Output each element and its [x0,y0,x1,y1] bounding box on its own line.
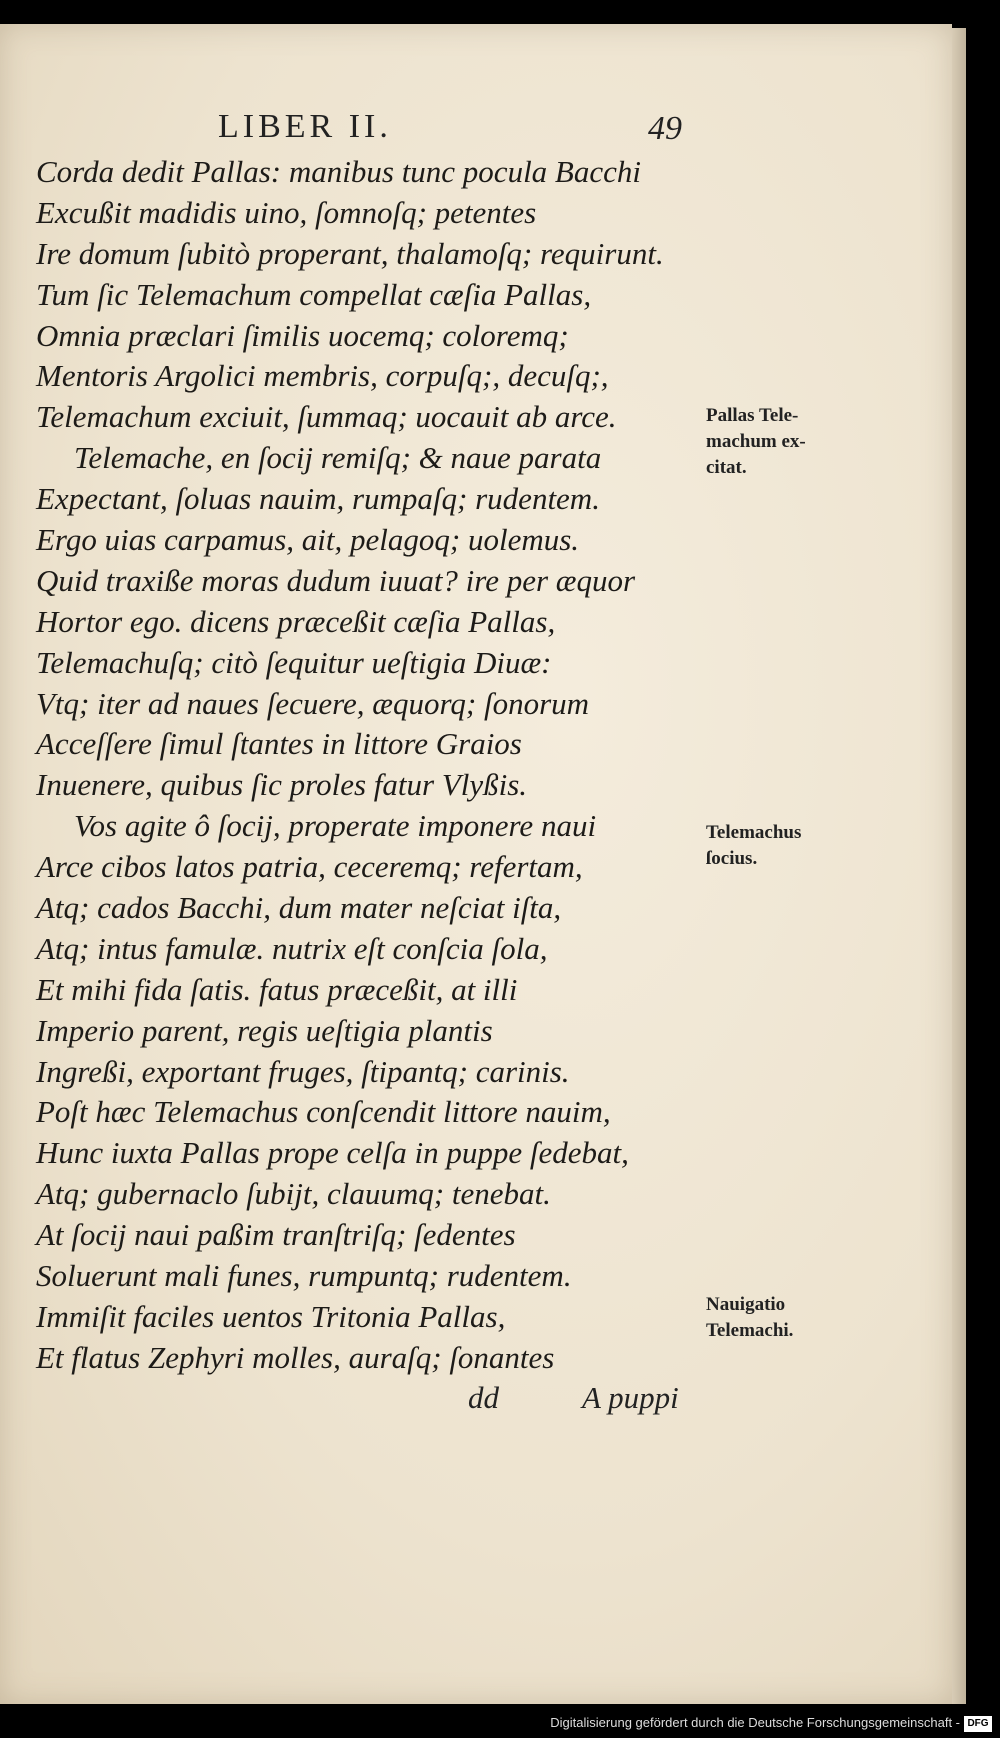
dfg-logo: DFG [964,1716,992,1732]
verse-line: At ſocij naui paßim tranſtriſq; ſedentes [36,1217,516,1253]
verse-line: Vos agite ô ſocij, properate imponere naui [74,808,597,844]
verse-line: Atq; gubernaclo ſubijt, clauumq; tenebat. [36,1176,551,1212]
catchword: A puppi [582,1380,679,1415]
page-number: 49 [648,110,682,147]
verse-line: Expectant, ſoluas nauim, rumpaſq; rudentem. [36,481,600,517]
verse-line: Tum ſic Telemachum compellat cæſia Pallas, [36,276,592,312]
verse-line: Arce cibos latos patria, ceceremq; refertam, [36,849,583,885]
verse-line: Hortor ego. dicens præceßit cæſia Pallas, [36,603,556,639]
verse-line: Et mihi fida ſatis. fatus præceßit, at illi [36,971,518,1007]
verse-line: Telemachuſq; citò ſequitur ueſtigia Diuæ: [36,644,552,680]
verse-line: Telemache, en ſocij remiſq; & naue parata [74,440,602,476]
verse-line: Hunc iuxta Pallas prope celſa in puppe ſedebat, [36,1135,629,1171]
signature-mark: dd [468,1380,499,1415]
verse-block [36,152,664,1379]
verse-line: Ingreßi, exportant fruges, ſtipantq; carinis. [36,1053,570,1089]
verse-line: Immiſit faciles uentos Tritonia Pallas, [36,1298,506,1334]
digitization-credit: Digitalisierung gefördert durch die Deutsche Forschungsgemeinschaft - [550,1715,960,1730]
verse-line: Atq; cados Bacchi, dum mater neſciat iſta, [36,890,562,926]
verse-line: Telemachum exciuit, ſummaq; uocauit ab arce. [36,399,617,435]
page-edge [952,28,966,1704]
marginal-note: Pallas Tele- machum ex- citat. [706,405,806,478]
running-header: LIBER II. [218,108,392,145]
verse-line: Vtq; iter ad naues ſecuere, æquorq; ſonorum [36,685,590,721]
verse-line: Et flatus Zephyri molles, auraſq; ſonantes [36,1339,555,1375]
marginal-note: Telemachus ſocius. [706,822,802,869]
verse-line: Corda dedit Pallas: manibus tunc pocula Bacchi [36,154,641,189]
verse-line: Inuenere, quibus ſic proles fatur Vlyßis. [36,767,528,803]
verse-line: Quid traxiße moras dudum iuuat? ire per æquor [36,562,636,598]
verse-line: Atq; intus famulæ. nutrix eſt conſcia ſola, [36,930,548,966]
credit-bar [0,1708,1000,1738]
verse-line: Ergo uias carpamus, ait, pelagoq; uolemus. [36,522,580,558]
verse-line: Soluerunt mali funes, rumpuntq; rudentem. [36,1258,572,1294]
verse-line: Excußit madidis uino, ſomnoſq; petentes [36,194,537,230]
verse-line: Mentoris Argolici membris, corpuſq;, decuſq;, [36,358,609,394]
verse-line: Poſt hæc Telemachus conſcendit littore nauim, [36,1094,611,1130]
verse-line: Ire domum ſubitò properant, thalamoſq; requirunt. [36,235,664,271]
verse-line: Omnia præclari ſimilis uocemq; coloremq; [36,317,569,353]
verse-line: Imperio parent, regis ueſtigia plantis [36,1012,493,1048]
verse-line: Acceſſere ſimul ſtantes in littore Graios [36,726,522,762]
marginal-note: Nauigatio Telemachi. [706,1294,794,1341]
